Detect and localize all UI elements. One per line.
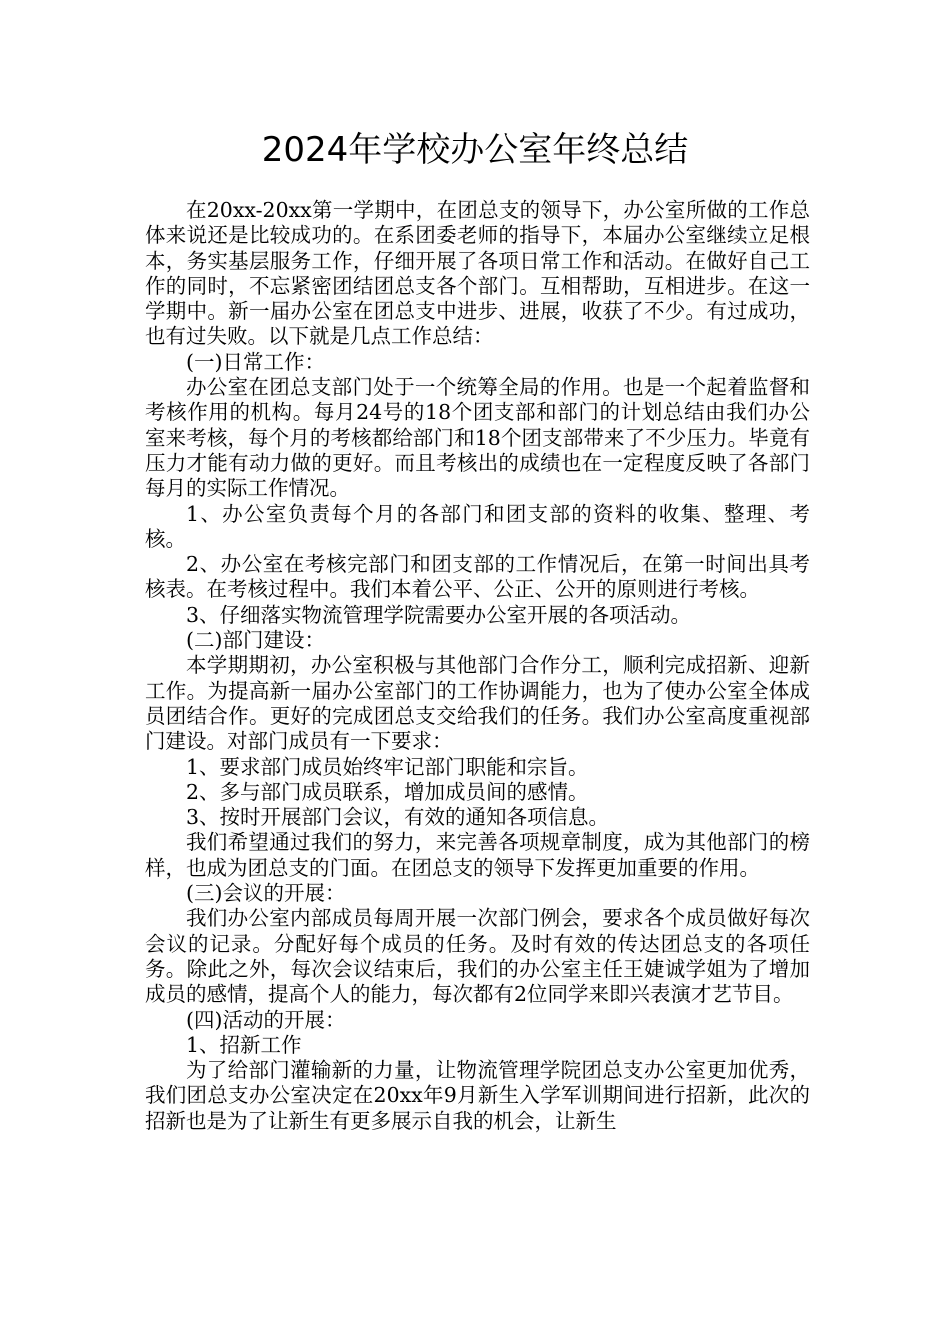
- list-item-department-2: 2、多与部门成员联系，增加成员间的感情。: [186, 779, 589, 804]
- list-item-daily-1: 1、办公室负责每个月的各部门和团支部的资料的收集、整理、考核。: [145, 501, 810, 551]
- paragraph-department-building: 本学期期初，办公室积极与其他部门合作分工，顺利完成招新、迎新工作。为提高新一届办公室部门的工作协调能力，也为了使办公室全体成员团结合作。更好的完成团总支交给我们的任务。我们办公室高度重视部门建设。对部门成员有一下要求：: [145, 653, 810, 754]
- section-heading-meetings: (三)会议的开展：: [186, 881, 346, 906]
- section-heading-department-building: (二)部门建设：: [186, 628, 325, 653]
- section-heading-activities: (四)活动的开展：: [186, 1007, 346, 1032]
- paragraph-intro: 在20xx-20xx第一学期中，在团总支的领导下，办公室所做的工作总体来说还是比较成功的。在系团委老师的指导下，本届办公室继续立足根本，务实基层服务工作，仔细开展了各项日常工作和活动。在做好自己工作的同时，不忘紧密团结团总支各个部门。互相帮助，互相进步。在这一学期中。新一届办公室在团总支中进步、进展，收获了不少。有过成功，也有过失败。以下就是几点工作总结：: [145, 198, 810, 349]
- list-item-department-3: 3、按时开展部门会议，有效的通知各项信息。: [186, 805, 610, 830]
- section-heading-daily-work: (一)日常工作：: [186, 349, 325, 374]
- paragraph-meetings: 我们办公室内部成员每周开展一次部门例会，要求各个成员做好每次会议的记录。分配好每个成员的任务。及时有效的传达团总支的各项任务。除此之外，每次会议结束后，我们的办公室主任王婕诚学姐为了增加成员的感情，提高个人的能力，每次都有2位同学来即兴表演才艺节目。: [145, 906, 810, 1007]
- paragraph-department-goal: 我们希望通过我们的努力，来完善各项规章制度，成为其他部门的榜样，也成为团总支的门面。在团总支的领导下发挥更加重要的作用。: [145, 830, 810, 880]
- list-item-department-1: 1、要求部门成员始终牢记部门职能和宗旨。: [186, 754, 589, 779]
- paragraph-daily-work: 办公室在团总支部门处于一个统筹全局的作用。也是一个起着监督和考核作用的机构。每月24号的18个团支部和部门的计划总结由我们办公室来考核，每个月的考核都给部门和18个团支部带来了不少压力。毕竟有压力才能有动力做的更好。而且考核出的成绩也在一定程度反映了各部门每月的实际工作情况。: [145, 375, 810, 501]
- list-item-daily-3: 3、仔细落实物流管理学院需要办公室开展的各项活动。: [186, 602, 692, 627]
- document-body: [145, 198, 810, 1134]
- subheading-recruitment: 1、招新工作: [186, 1032, 302, 1057]
- list-item-daily-2: 2、办公室在考核完部门和团支部的工作情况后，在第一时间出具考核表。在考核过程中。我们本着公平、公正、公开的原则进行考核。: [145, 552, 810, 602]
- paragraph-recruitment: 为了给部门灌输新的力量，让物流管理学院团总支办公室更加优秀，我们团总支办公室决定在20xx年9月新生入学军训期间进行招新，此次的招新也是为了让新生有更多展示自我的机会，让新生: [145, 1058, 810, 1133]
- document-title: 2024年学校办公室年终总结: [261, 130, 689, 170]
